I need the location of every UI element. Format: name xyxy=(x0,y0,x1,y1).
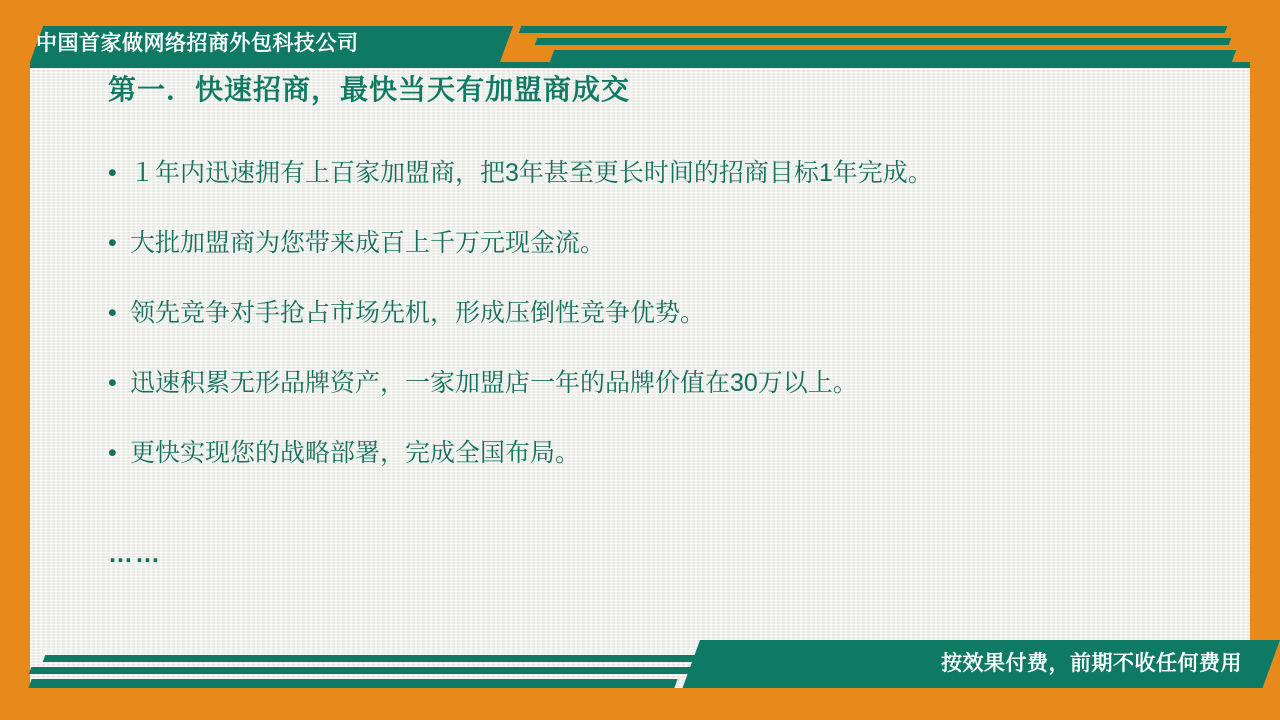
bullet-list xyxy=(108,158,1198,508)
list-item xyxy=(108,228,1198,258)
bullet-dot-icon: • xyxy=(108,299,117,327)
bullet-dot-icon: • xyxy=(108,439,117,467)
footer-decor-stripe-1 xyxy=(43,655,706,662)
list-item-text: 大批加盟商为您带来成百上千万元现金流。 xyxy=(130,229,606,257)
bullet-dot-icon: • xyxy=(108,229,117,257)
footer-tagline: 按效果付费，前期不收任何费用 xyxy=(941,652,1242,675)
footer-decor-stripe-2 xyxy=(29,667,692,674)
footer-decor-stripe-3 xyxy=(28,679,677,688)
list-item-text: 更快实现您的战略部署，完成全国布局。 xyxy=(130,439,581,467)
header-title: 中国首家做网络招商外包科技公司 xyxy=(36,32,359,55)
page-title: 第一．快速招商，最快当天有加盟商成交 xyxy=(108,74,631,105)
bullet-dot-icon: • xyxy=(108,159,117,187)
list-item xyxy=(108,368,1198,398)
bullet-dot-icon: • xyxy=(108,369,117,397)
ellipsis-text: …… xyxy=(108,540,162,568)
list-item xyxy=(108,158,1198,188)
list-item-text: 迅速积累无形品牌资产，一家加盟店一年的品牌价值在30万以上。 xyxy=(130,369,858,397)
list-item-text: 领先竞争对手抢占市场先机，形成压倒性竞争优势。 xyxy=(130,299,706,327)
list-item xyxy=(108,438,1198,468)
list-item-text: １年内迅速拥有上百家加盟商，把3年甚至更长时间的招商目标1年完成。 xyxy=(130,159,933,187)
list-item xyxy=(108,298,1198,328)
